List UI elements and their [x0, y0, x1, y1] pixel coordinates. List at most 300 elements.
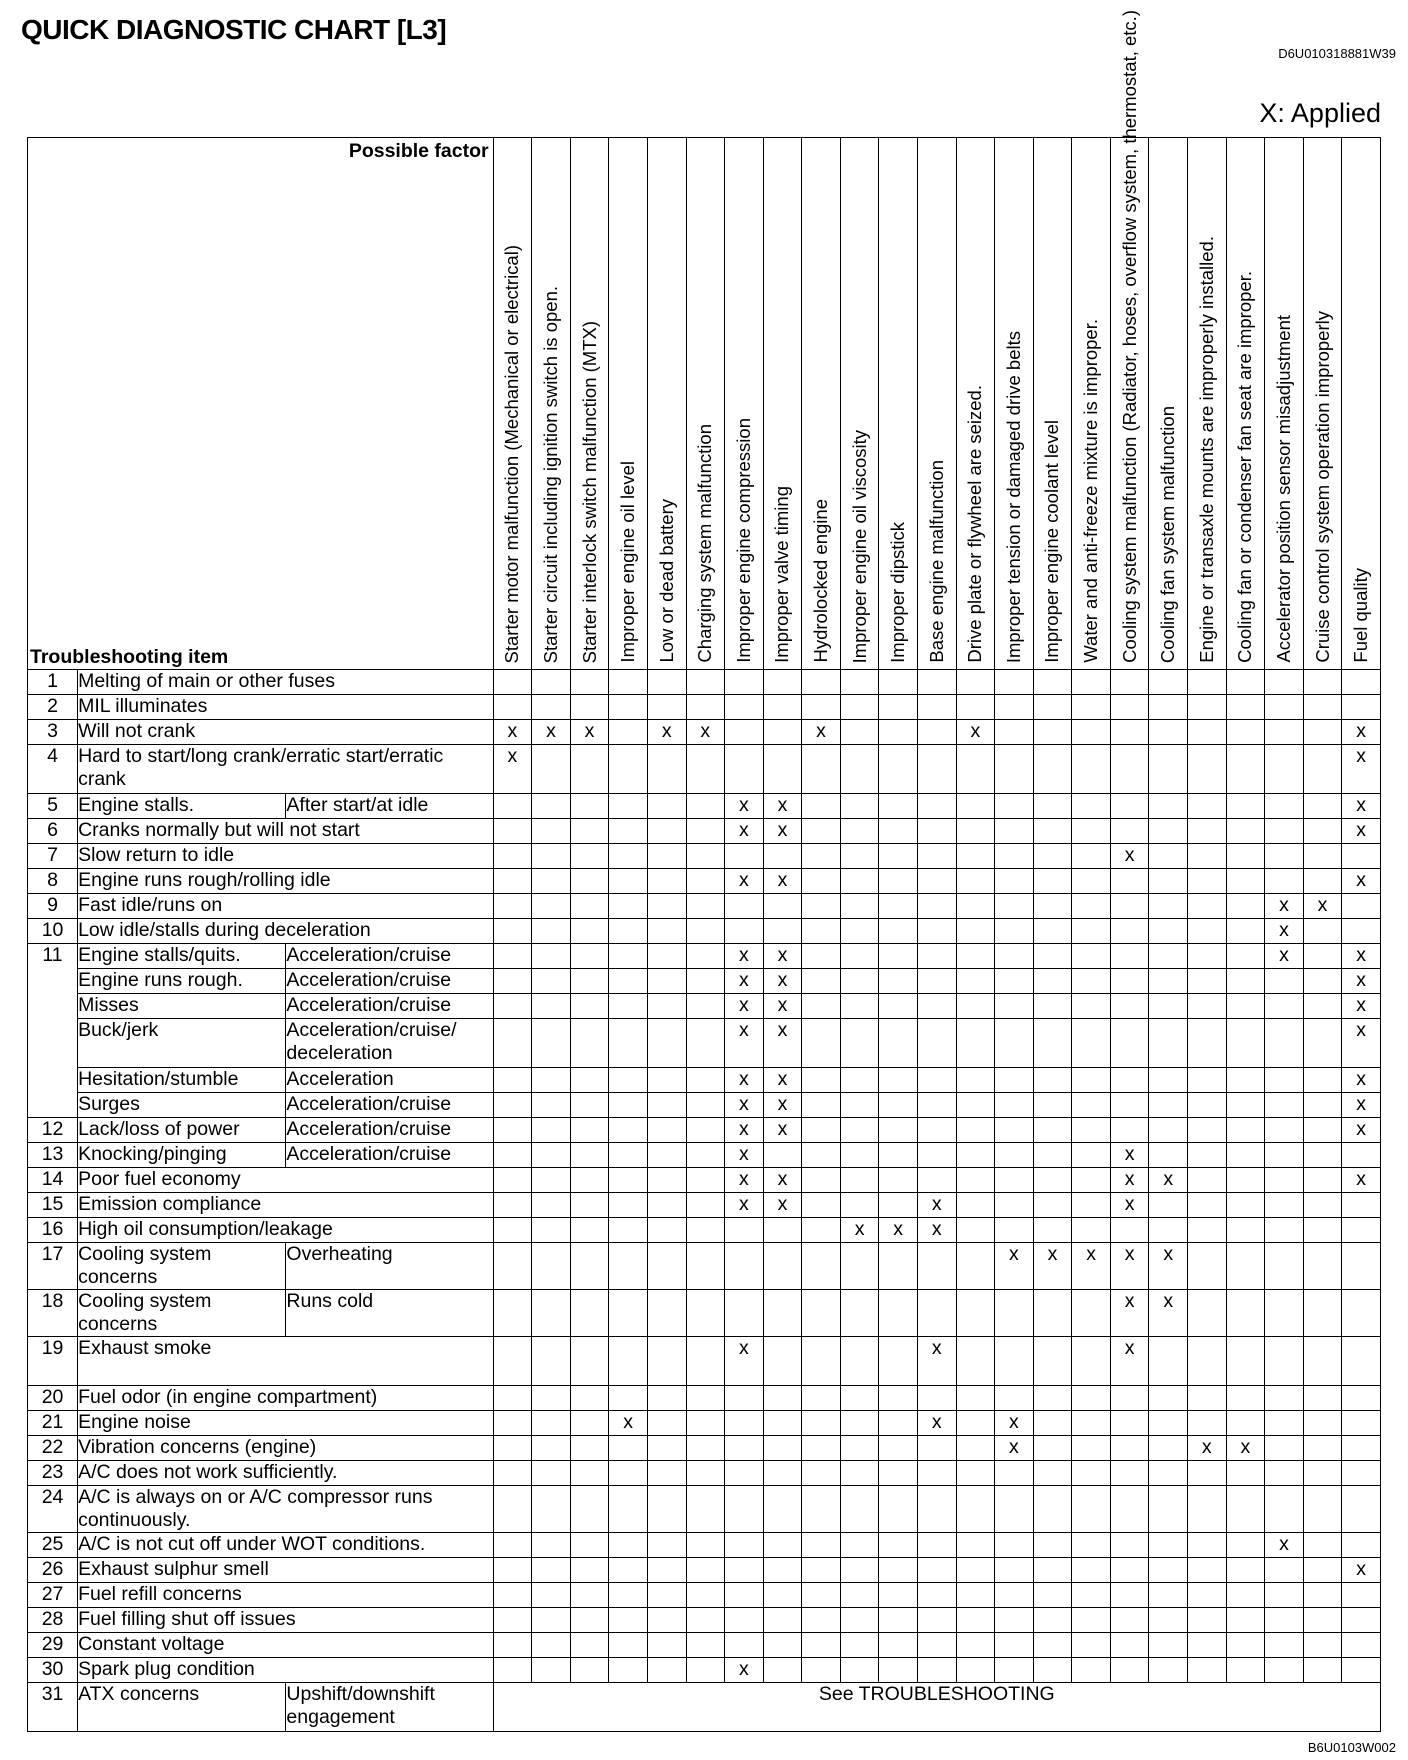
empty-cell	[956, 695, 995, 720]
applied-mark: x	[1110, 1243, 1149, 1290]
empty-cell	[609, 1068, 648, 1093]
empty-cell	[956, 794, 995, 819]
empty-cell	[879, 1118, 918, 1143]
empty-cell	[1110, 1068, 1149, 1093]
table-row	[28, 1068, 1381, 1093]
empty-cell	[1265, 1218, 1304, 1243]
empty-cell	[493, 695, 532, 720]
empty-cell	[1303, 720, 1342, 745]
row-number: 15	[28, 1193, 78, 1218]
empty-cell	[493, 1290, 532, 1337]
table-row	[28, 1143, 1381, 1168]
empty-cell	[532, 1386, 571, 1411]
empty-cell	[879, 670, 918, 695]
empty-cell	[1149, 1337, 1188, 1386]
empty-cell	[1149, 1658, 1188, 1683]
empty-cell	[609, 1386, 648, 1411]
empty-cell	[1033, 670, 1072, 695]
empty-cell	[1072, 1093, 1111, 1118]
empty-cell	[1149, 1558, 1188, 1583]
troubleshooting-item: Cooling system concerns	[78, 1290, 286, 1337]
empty-cell	[1072, 969, 1111, 994]
empty-cell	[493, 1218, 532, 1243]
empty-cell	[725, 1533, 764, 1558]
empty-cell	[802, 919, 841, 944]
table-row	[28, 844, 1381, 869]
empty-cell	[1110, 1386, 1149, 1411]
row-number: 13	[28, 1143, 78, 1168]
empty-cell	[1226, 1486, 1265, 1533]
empty-cell	[956, 844, 995, 869]
empty-cell	[532, 1243, 571, 1290]
empty-cell	[647, 1386, 686, 1411]
empty-cell	[879, 745, 918, 794]
empty-cell	[1033, 1608, 1072, 1633]
applied-mark: x	[532, 720, 571, 745]
empty-cell	[956, 819, 995, 844]
empty-cell	[879, 894, 918, 919]
empty-cell	[956, 1193, 995, 1218]
table-row	[28, 794, 1381, 819]
empty-cell	[609, 695, 648, 720]
empty-cell	[609, 1658, 648, 1683]
empty-cell	[686, 919, 725, 944]
empty-cell	[802, 844, 841, 869]
empty-cell	[532, 919, 571, 944]
empty-cell	[1188, 994, 1227, 1019]
empty-cell	[917, 1290, 956, 1337]
factor-header	[802, 138, 841, 670]
empty-cell	[1149, 869, 1188, 894]
empty-cell	[802, 869, 841, 894]
empty-cell	[763, 1461, 802, 1486]
empty-cell	[763, 745, 802, 794]
empty-cell	[647, 819, 686, 844]
empty-cell	[1188, 919, 1227, 944]
empty-cell	[1072, 670, 1111, 695]
empty-cell	[532, 1583, 571, 1608]
empty-cell	[1265, 819, 1304, 844]
empty-cell	[532, 1411, 571, 1436]
empty-cell	[879, 1290, 918, 1337]
empty-cell	[995, 1337, 1034, 1386]
empty-cell	[956, 1533, 995, 1558]
empty-cell	[1188, 1290, 1227, 1337]
empty-cell	[1265, 1583, 1304, 1608]
empty-cell	[1149, 1411, 1188, 1436]
empty-cell	[917, 1436, 956, 1461]
troubleshooting-item: Exhaust sulphur smell	[78, 1558, 494, 1583]
empty-cell	[802, 745, 841, 794]
empty-cell	[1188, 720, 1227, 745]
empty-cell	[1265, 1290, 1304, 1337]
empty-cell	[686, 1658, 725, 1683]
factor-header	[686, 138, 725, 670]
empty-cell	[763, 1243, 802, 1290]
applied-mark: x	[917, 1218, 956, 1243]
empty-cell	[532, 1436, 571, 1461]
empty-cell	[1149, 1583, 1188, 1608]
row-number: 3	[28, 720, 78, 745]
empty-cell	[1033, 1658, 1072, 1683]
empty-cell	[763, 1633, 802, 1658]
empty-cell	[995, 1533, 1034, 1558]
table-row	[28, 869, 1381, 894]
factor-label: Improper tension or damaged drive belts	[1002, 330, 1024, 663]
empty-cell	[956, 670, 995, 695]
empty-cell	[1033, 1168, 1072, 1193]
empty-cell	[917, 1533, 956, 1558]
empty-cell	[1110, 1461, 1149, 1486]
applied-mark: x	[1149, 1168, 1188, 1193]
table-row	[28, 1168, 1381, 1193]
empty-cell	[532, 794, 571, 819]
empty-cell	[493, 1583, 532, 1608]
applied-mark: x	[1226, 1436, 1265, 1461]
empty-cell	[532, 1068, 571, 1093]
empty-cell	[1149, 794, 1188, 819]
empty-cell	[1342, 695, 1381, 720]
empty-cell	[686, 1386, 725, 1411]
empty-cell	[1188, 969, 1227, 994]
empty-cell	[686, 1337, 725, 1386]
empty-cell	[956, 1608, 995, 1633]
figure-id: B6U0103W002	[1307, 1740, 1396, 1755]
empty-cell	[1188, 794, 1227, 819]
empty-cell	[647, 1486, 686, 1533]
troubleshooting-item: Emission compliance	[78, 1193, 494, 1218]
empty-cell	[1188, 1583, 1227, 1608]
applied-mark: x	[725, 994, 764, 1019]
empty-cell	[879, 1243, 918, 1290]
empty-cell	[879, 1019, 918, 1068]
empty-cell	[686, 1068, 725, 1093]
empty-cell	[1226, 1218, 1265, 1243]
empty-cell	[532, 894, 571, 919]
empty-cell	[1033, 695, 1072, 720]
empty-cell	[1226, 1093, 1265, 1118]
applied-mark: x	[763, 794, 802, 819]
table-row	[28, 695, 1381, 720]
empty-cell	[493, 670, 532, 695]
empty-cell	[917, 1068, 956, 1093]
empty-cell	[995, 1019, 1034, 1068]
empty-cell	[647, 1290, 686, 1337]
empty-cell	[995, 869, 1034, 894]
empty-cell	[725, 745, 764, 794]
empty-cell	[1033, 1633, 1072, 1658]
empty-cell	[1188, 1411, 1227, 1436]
empty-cell	[1265, 670, 1304, 695]
empty-cell	[956, 1337, 995, 1386]
empty-cell	[1188, 1218, 1227, 1243]
condition: Acceleration/cruise	[286, 1118, 493, 1143]
empty-cell	[1072, 1658, 1111, 1683]
empty-cell	[879, 1337, 918, 1386]
empty-cell	[1303, 1068, 1342, 1093]
table-row	[28, 1486, 1381, 1533]
empty-cell	[802, 894, 841, 919]
empty-cell	[802, 1243, 841, 1290]
empty-cell	[1110, 1093, 1149, 1118]
applied-mark: x	[1265, 944, 1304, 969]
troubleshooting-item: A/C is always on or A/C compressor runs continuously.	[78, 1486, 494, 1533]
applied-mark: x	[763, 1168, 802, 1193]
empty-cell	[879, 1558, 918, 1583]
empty-cell	[570, 1168, 609, 1193]
empty-cell	[1226, 944, 1265, 969]
empty-cell	[1342, 844, 1381, 869]
empty-cell	[1265, 1019, 1304, 1068]
empty-cell	[686, 1168, 725, 1193]
empty-cell	[1033, 1068, 1072, 1093]
empty-cell	[647, 969, 686, 994]
empty-cell	[1342, 1290, 1381, 1337]
empty-cell	[570, 1290, 609, 1337]
factor-header	[1110, 10, 1149, 670]
empty-cell	[1033, 994, 1072, 1019]
empty-cell	[609, 720, 648, 745]
empty-cell	[956, 1143, 995, 1168]
empty-cell	[1303, 819, 1342, 844]
empty-cell	[570, 1143, 609, 1168]
empty-cell	[956, 944, 995, 969]
empty-cell	[570, 894, 609, 919]
empty-cell	[725, 1608, 764, 1633]
empty-cell	[570, 994, 609, 1019]
empty-cell	[763, 844, 802, 869]
empty-cell	[802, 1068, 841, 1093]
applied-mark: x	[493, 720, 532, 745]
table-row	[28, 1218, 1381, 1243]
empty-cell	[1265, 720, 1304, 745]
empty-cell	[1265, 1193, 1304, 1218]
empty-cell	[532, 1290, 571, 1337]
empty-cell	[763, 1558, 802, 1583]
empty-cell	[879, 969, 918, 994]
empty-cell	[647, 794, 686, 819]
empty-cell	[1303, 944, 1342, 969]
empty-cell	[609, 1436, 648, 1461]
condition: Acceleration/cruise	[286, 1143, 493, 1168]
possible-factor-label: Possible factor	[348, 140, 489, 162]
applied-mark: x	[725, 1143, 764, 1168]
troubleshooting-item: A/C does not work sufficiently.	[78, 1461, 494, 1486]
troubleshooting-item: Slow return to idle	[78, 844, 494, 869]
troubleshooting-item: Fuel filling shut off issues	[78, 1608, 494, 1633]
empty-cell	[1033, 869, 1072, 894]
empty-cell	[917, 794, 956, 819]
empty-cell	[1303, 1486, 1342, 1533]
applied-mark: x	[725, 1337, 764, 1386]
empty-cell	[1342, 1608, 1381, 1633]
empty-cell	[995, 1633, 1034, 1658]
empty-cell	[879, 1068, 918, 1093]
applied-mark: x	[725, 944, 764, 969]
empty-cell	[840, 1118, 879, 1143]
empty-cell	[763, 670, 802, 695]
empty-cell	[1188, 695, 1227, 720]
empty-cell	[647, 1583, 686, 1608]
empty-cell	[917, 1583, 956, 1608]
empty-cell	[917, 1143, 956, 1168]
empty-cell	[879, 1608, 918, 1633]
applied-mark: x	[1342, 1019, 1381, 1068]
row-number: 8	[28, 869, 78, 894]
empty-cell	[840, 1658, 879, 1683]
empty-cell	[1226, 1019, 1265, 1068]
empty-cell	[493, 1019, 532, 1068]
table-row	[28, 994, 1381, 1019]
factor-label: Cooling system malfunction (Radiator, hoses, overflow system, thermostat, etc.)	[1118, 10, 1140, 663]
empty-cell	[1072, 844, 1111, 869]
empty-cell	[995, 1558, 1034, 1583]
empty-cell	[532, 1337, 571, 1386]
row-number: 19	[28, 1337, 78, 1386]
factor-label: Base engine malfunction	[925, 460, 947, 663]
empty-cell	[1226, 1337, 1265, 1386]
applied-mark: x	[956, 720, 995, 745]
empty-cell	[840, 1019, 879, 1068]
empty-cell	[725, 1243, 764, 1290]
empty-cell	[763, 1583, 802, 1608]
empty-cell	[1342, 1583, 1381, 1608]
empty-cell	[1265, 1461, 1304, 1486]
empty-cell	[995, 1461, 1034, 1486]
empty-cell	[1303, 1533, 1342, 1558]
factor-header	[879, 138, 918, 670]
empty-cell	[493, 994, 532, 1019]
condition: Acceleration/cruise	[286, 944, 493, 969]
empty-cell	[879, 919, 918, 944]
empty-cell	[532, 1608, 571, 1633]
empty-cell	[879, 1168, 918, 1193]
applied-mark: x	[1110, 1337, 1149, 1386]
empty-cell	[1265, 1337, 1304, 1386]
applied-mark: x	[840, 1218, 879, 1243]
empty-cell	[570, 1533, 609, 1558]
empty-cell	[879, 1486, 918, 1533]
empty-cell	[493, 1633, 532, 1658]
empty-cell	[1265, 794, 1304, 819]
empty-cell	[725, 844, 764, 869]
empty-cell	[1303, 794, 1342, 819]
row-number: 1	[28, 670, 78, 695]
empty-cell	[763, 919, 802, 944]
empty-cell	[1342, 1658, 1381, 1683]
applied-mark: x	[493, 745, 532, 794]
empty-cell	[1110, 944, 1149, 969]
empty-cell	[570, 1193, 609, 1218]
empty-cell	[763, 1218, 802, 1243]
empty-cell	[1226, 844, 1265, 869]
empty-cell	[917, 1118, 956, 1143]
empty-cell	[879, 1143, 918, 1168]
empty-cell	[1226, 1461, 1265, 1486]
empty-cell	[917, 944, 956, 969]
empty-cell	[609, 1633, 648, 1658]
empty-cell	[802, 1583, 841, 1608]
applied-mark: x	[1303, 894, 1342, 919]
empty-cell	[1342, 919, 1381, 944]
empty-cell	[840, 1243, 879, 1290]
empty-cell	[1149, 1143, 1188, 1168]
troubleshooting-item: Surges	[78, 1093, 286, 1118]
troubleshooting-item: Low idle/stalls during deceleration	[78, 919, 494, 944]
empty-cell	[802, 670, 841, 695]
empty-cell	[840, 1436, 879, 1461]
empty-cell	[1265, 1558, 1304, 1583]
empty-cell	[840, 1558, 879, 1583]
empty-cell	[1342, 1486, 1381, 1533]
empty-cell	[1226, 1118, 1265, 1143]
empty-cell	[493, 1386, 532, 1411]
empty-cell	[995, 1193, 1034, 1218]
empty-cell	[493, 1143, 532, 1168]
row-number: 12	[28, 1118, 78, 1143]
empty-cell	[1188, 1118, 1227, 1143]
empty-cell	[802, 1290, 841, 1337]
empty-cell	[917, 819, 956, 844]
empty-cell	[570, 745, 609, 794]
troubleshooting-item: Poor fuel economy	[78, 1168, 494, 1193]
empty-cell	[1265, 1093, 1304, 1118]
empty-cell	[570, 1436, 609, 1461]
row-number: 9	[28, 894, 78, 919]
table-row	[28, 1118, 1381, 1143]
empty-cell	[995, 919, 1034, 944]
empty-cell	[1226, 1658, 1265, 1683]
empty-cell	[995, 1168, 1034, 1193]
table-row	[28, 919, 1381, 944]
empty-cell	[609, 969, 648, 994]
table-row	[28, 1193, 1381, 1218]
applied-mark: x	[917, 1337, 956, 1386]
empty-cell	[570, 819, 609, 844]
table-row	[28, 894, 1381, 919]
empty-cell	[609, 1583, 648, 1608]
empty-cell	[995, 844, 1034, 869]
empty-cell	[1265, 1386, 1304, 1411]
factor-header	[763, 138, 802, 670]
empty-cell	[763, 1436, 802, 1461]
empty-cell	[1033, 1290, 1072, 1337]
troubleshooting-item: Vibration concerns (engine)	[78, 1436, 494, 1461]
empty-cell	[493, 919, 532, 944]
empty-cell	[1110, 1558, 1149, 1583]
empty-cell	[532, 819, 571, 844]
empty-cell	[1303, 1386, 1342, 1411]
empty-cell	[1303, 1118, 1342, 1143]
empty-cell	[802, 1633, 841, 1658]
empty-cell	[1226, 1243, 1265, 1290]
empty-cell	[840, 1583, 879, 1608]
empty-cell	[917, 894, 956, 919]
empty-cell	[686, 1486, 725, 1533]
empty-cell	[1342, 1218, 1381, 1243]
empty-cell	[493, 1337, 532, 1386]
empty-cell	[840, 969, 879, 994]
empty-cell	[686, 1436, 725, 1461]
empty-cell	[1188, 1337, 1227, 1386]
factor-header	[840, 138, 879, 670]
empty-cell	[1149, 720, 1188, 745]
empty-cell	[532, 745, 571, 794]
empty-cell	[532, 869, 571, 894]
factor-header	[1188, 138, 1227, 670]
row-number: 20	[28, 1386, 78, 1411]
row-number: 5	[28, 794, 78, 819]
